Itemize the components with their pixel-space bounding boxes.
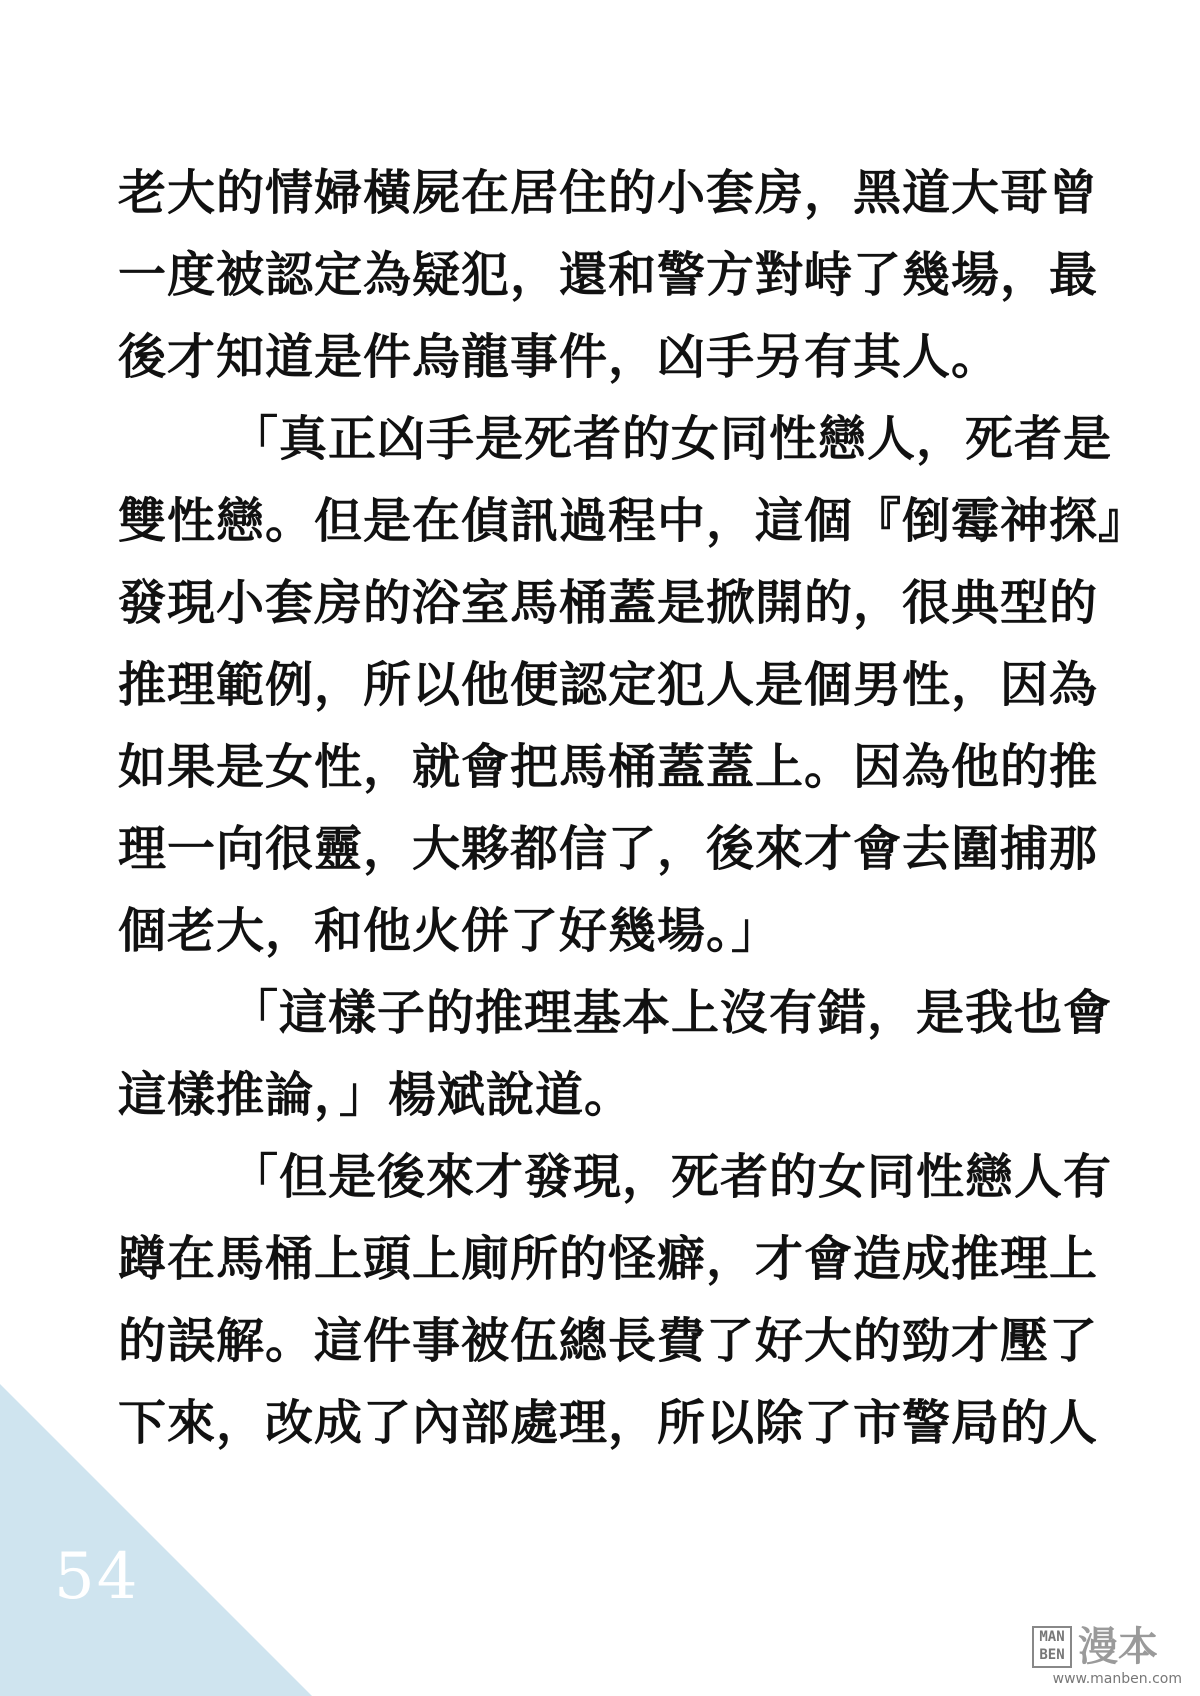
text-line: 推理範例，所以他便認定犯人是個男性，因為: [118, 657, 1099, 713]
text-body: [118, 152, 1148, 1464]
watermark-title: 漫本: [1078, 1624, 1158, 1670]
text-line: 老大的情婦橫屍在居住的小套房，黑道大哥曾: [118, 165, 1099, 221]
text-line: 「但是後來才發現，死者的女同性戀人有: [230, 1149, 1113, 1205]
page-number: 54: [54, 1540, 140, 1614]
text-line: 「真正凶手是死者的女同性戀人，死者是: [230, 411, 1113, 467]
watermark-badge-top: MAN: [1039, 1629, 1065, 1645]
text-line: 下來，改成了內部處理，所以除了市警局的人: [118, 1395, 1099, 1451]
text-line: 的誤解。這件事被伍總長費了好大的勁才壓了: [118, 1313, 1099, 1369]
text-line: 發現小套房的浴室馬桶蓋是掀開的，很典型的: [118, 575, 1099, 631]
watermark-badge: [1032, 1626, 1072, 1668]
text-line: 「這樣子的推理基本上沒有錯，是我也會: [230, 985, 1113, 1041]
watermark-url: www.manben.com: [1052, 1671, 1182, 1687]
text-line: 個老大，和他火併了好幾場。」: [118, 903, 781, 959]
text-line: 後才知道是件烏龍事件，凶手另有其人。: [118, 329, 1001, 385]
text-line: 這樣推論，」楊斌說道。: [118, 1067, 634, 1123]
watermark-logo: [1032, 1622, 1182, 1688]
watermark-badge-bottom: BEN: [1039, 1647, 1065, 1663]
text-line: 理一向很靈，大夥都信了，後來才會去圍捕那: [118, 821, 1099, 877]
text-line: 蹲在馬桶上頭上廁所的怪癖，才會造成推理上: [118, 1231, 1099, 1287]
text-line: 一度被認定為疑犯，還和警方對峙了幾場，最: [118, 247, 1099, 303]
text-line: 如果是女性，就會把馬桶蓋蓋上。因為他的推: [118, 739, 1099, 795]
text-line: 雙性戀。但是在偵訊過程中，這個『倒霉神探』: [118, 493, 1148, 549]
